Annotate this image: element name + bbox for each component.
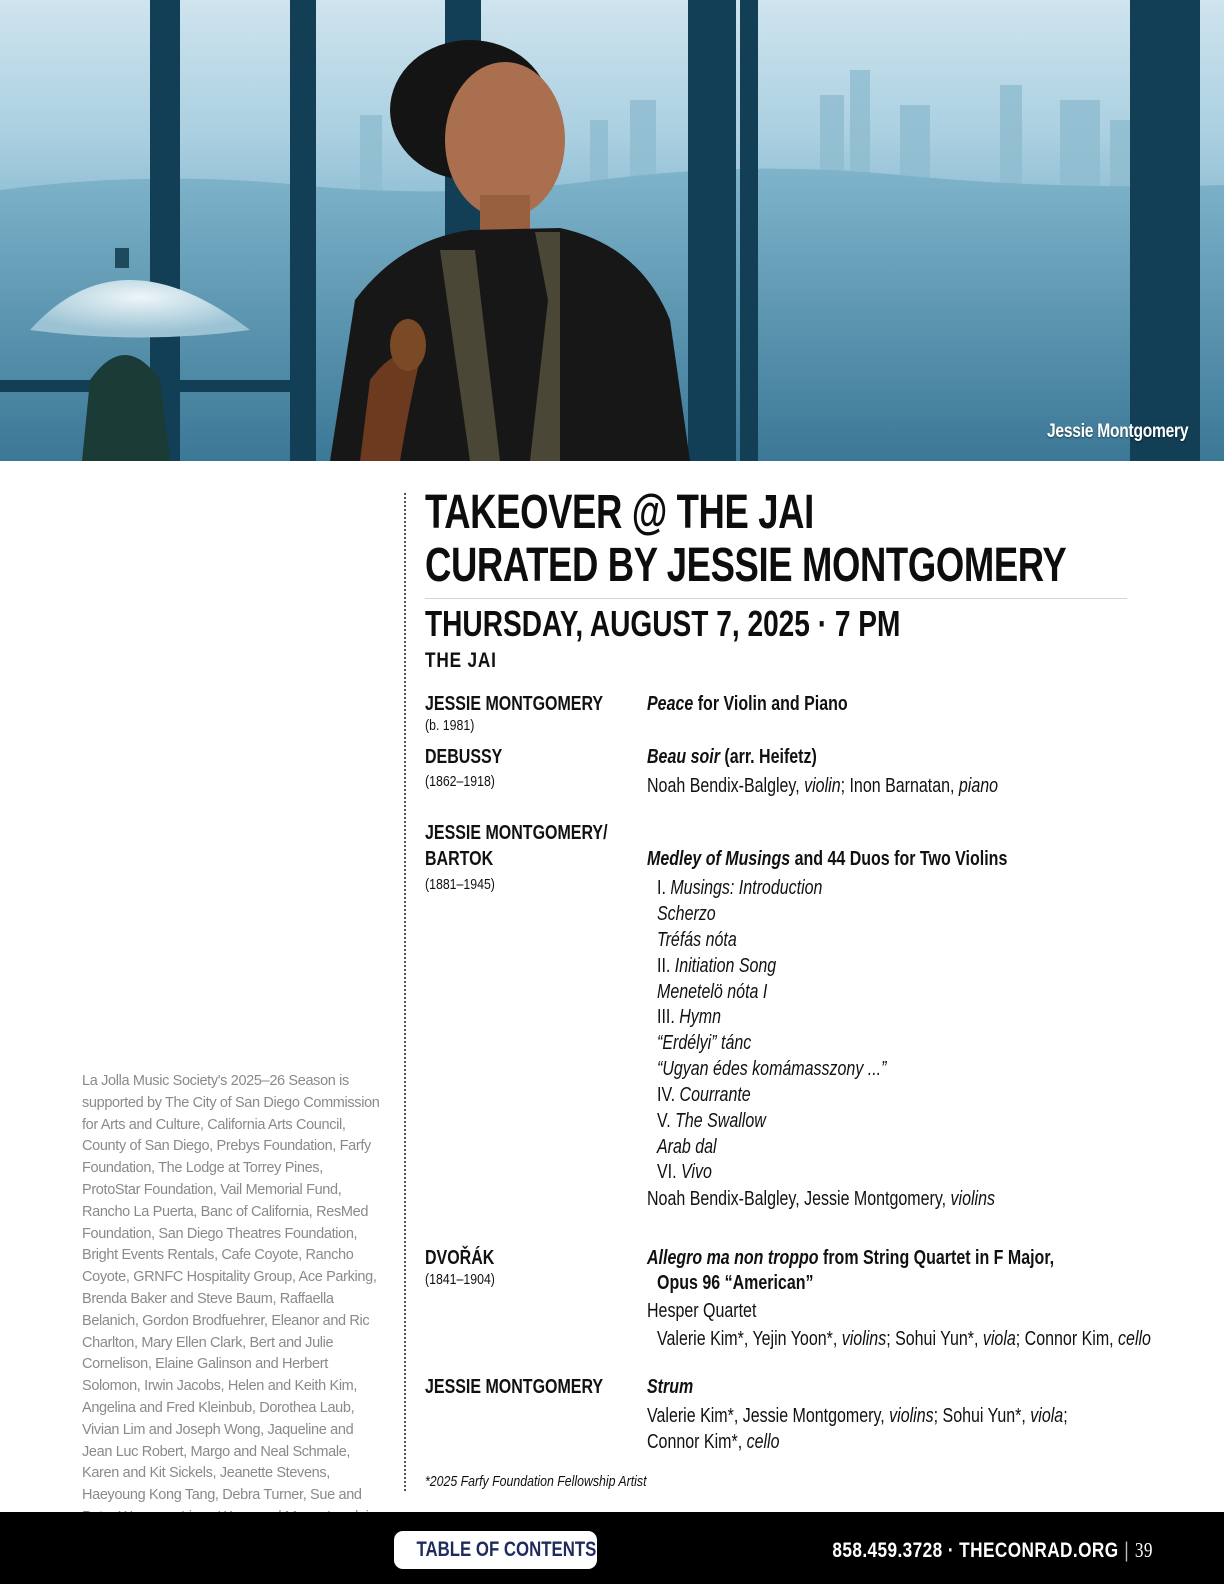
concert-title	[425, 486, 1224, 592]
page-number: 39	[1134, 1538, 1153, 1562]
movement: Menetelö nóta I	[657, 981, 768, 1003]
movement: Tréfás nóta	[657, 929, 737, 951]
composer-name: JESSIE MONTGOMERY	[425, 693, 604, 715]
footer-separator: |	[1124, 1539, 1130, 1562]
composer-years: (b. 1981)	[425, 718, 475, 734]
work-title: Strum	[647, 1376, 694, 1398]
photo-caption: Jessie Montgomery	[1046, 421, 1188, 442]
work-title: Beau soir (arr. Heifetz)	[647, 746, 817, 768]
movement: Arab dal	[657, 1136, 717, 1158]
hero-photo	[0, 0, 1224, 461]
fellowship-footnote: *2025 Farfy Foundation Fellowship Artist	[425, 1474, 647, 1490]
composer-years: (1881–1945)	[425, 877, 495, 893]
contact-info: 858.459.3728 · THECONRAD.ORG | 39	[832, 1538, 1153, 1562]
movement: Scherzo	[657, 903, 716, 925]
composer-name: DVOŘÁK	[425, 1247, 495, 1269]
movement: II. Initiation Song	[657, 955, 777, 977]
performers: Noah Bendix-Balgley, Jessie Montgomery, violins	[647, 1188, 996, 1210]
movement: III. Hymn	[657, 1006, 722, 1028]
season-support-note: La Jolla Music Society's 2025–26 Season is supported by The City of San Diego Commission for Arts and Culture, California Arts Council, County of San Diego, Prebys Foundation, Farfy Foundation, The Lodge at Torrey Pines, ProtoStar Foundation, Vail Memorial Fund, Rancho La Puerta, Banc of California, ResMed Foundation, San Diego Theatres Foundation, Bright Events Rentals, Cafe Coyote, Rancho Coyote, GRNFC Hospitality Group, Ace Parking, Brenda Baker and Steve Baum, Raffaella Belanich, Gordon Brodfuehrer, Eleanor and Ric Charlton, Mary Ellen Clark, Bert and Julie Cornelison, Elaine Galinson and Herbert Solomon, Irwin Jacobs, Helen and Keith Kim, Angelina and Fred Kleinbub, Dorothea Laub, Vivian Lim and Joseph Wong, Jaqueline and Jean Luc Robert, Margo and Neal Schmale, Karen and Kit Sickels, Jeanette Stevens, Haeyoung Kong Tang, Debra Turner, Sue and	[82, 1073, 380, 1504]
movement: V. The Swallow	[657, 1110, 766, 1132]
concert-venue: THE JAI	[425, 649, 497, 672]
title-rule	[425, 598, 1127, 599]
ensemble-name: Hesper Quartet	[647, 1300, 757, 1322]
work-title: Medley of Musings and 44 Duos for Two Violins	[647, 848, 1008, 870]
composer-name: DEBUSSY	[425, 746, 503, 768]
movement: “Ugyan édes komámasszony ...”	[657, 1058, 887, 1080]
phone-number: 858.459.3728	[832, 1539, 943, 1562]
movement: IV. Courrante	[657, 1084, 751, 1106]
hero-photo-illustration	[0, 0, 1224, 461]
performers: Noah Bendix-Balgley, violin; Inon Barnatan, piano	[647, 775, 999, 797]
composer-years: (1862–1918)	[425, 774, 495, 790]
performers: Valerie Kim*, Yejin Yoon*, violins; Sohui Yun*, viola; Connor Kim, cello	[657, 1328, 1151, 1350]
title-line-1: TAKEOVER @ THE JAI	[425, 486, 814, 539]
toc-label: TABLE OF CONTENTS	[416, 1538, 597, 1561]
movement: I. Musings: Introduction	[657, 877, 823, 899]
work-title: Peace for Violin and Piano	[647, 693, 848, 715]
performers-line-2: Connor Kim*, cello	[647, 1431, 780, 1453]
table-of-contents-button[interactable]	[394, 1531, 597, 1569]
movement: VI. Vivo	[657, 1161, 712, 1183]
movement: “Erdélyi” tánc	[657, 1032, 752, 1054]
concert-date: THURSDAY, AUGUST 7, 2025 · 7 PM	[425, 603, 901, 644]
composer-years: (1841–1904)	[425, 1272, 495, 1288]
dotted-divider	[404, 493, 406, 1491]
composer-name-line-1: JESSIE MONTGOMERY/	[425, 822, 608, 844]
composer-name-line-2: BARTOK	[425, 848, 494, 870]
title-line-2: CURATED BY JESSIE MONTGOMERY	[425, 539, 1067, 592]
website-link[interactable]: THECONRAD.ORG	[959, 1539, 1119, 1562]
work-title: Allegro ma non troppo from String Quartet in F Major,	[647, 1247, 1055, 1269]
work-title-line-2: Opus 96 “American”	[657, 1272, 814, 1294]
composer-name: JESSIE MONTGOMERY	[425, 1376, 604, 1398]
performers: Valerie Kim*, Jessie Montgomery, violins; Sohui Yun*, viola;	[647, 1405, 1068, 1427]
